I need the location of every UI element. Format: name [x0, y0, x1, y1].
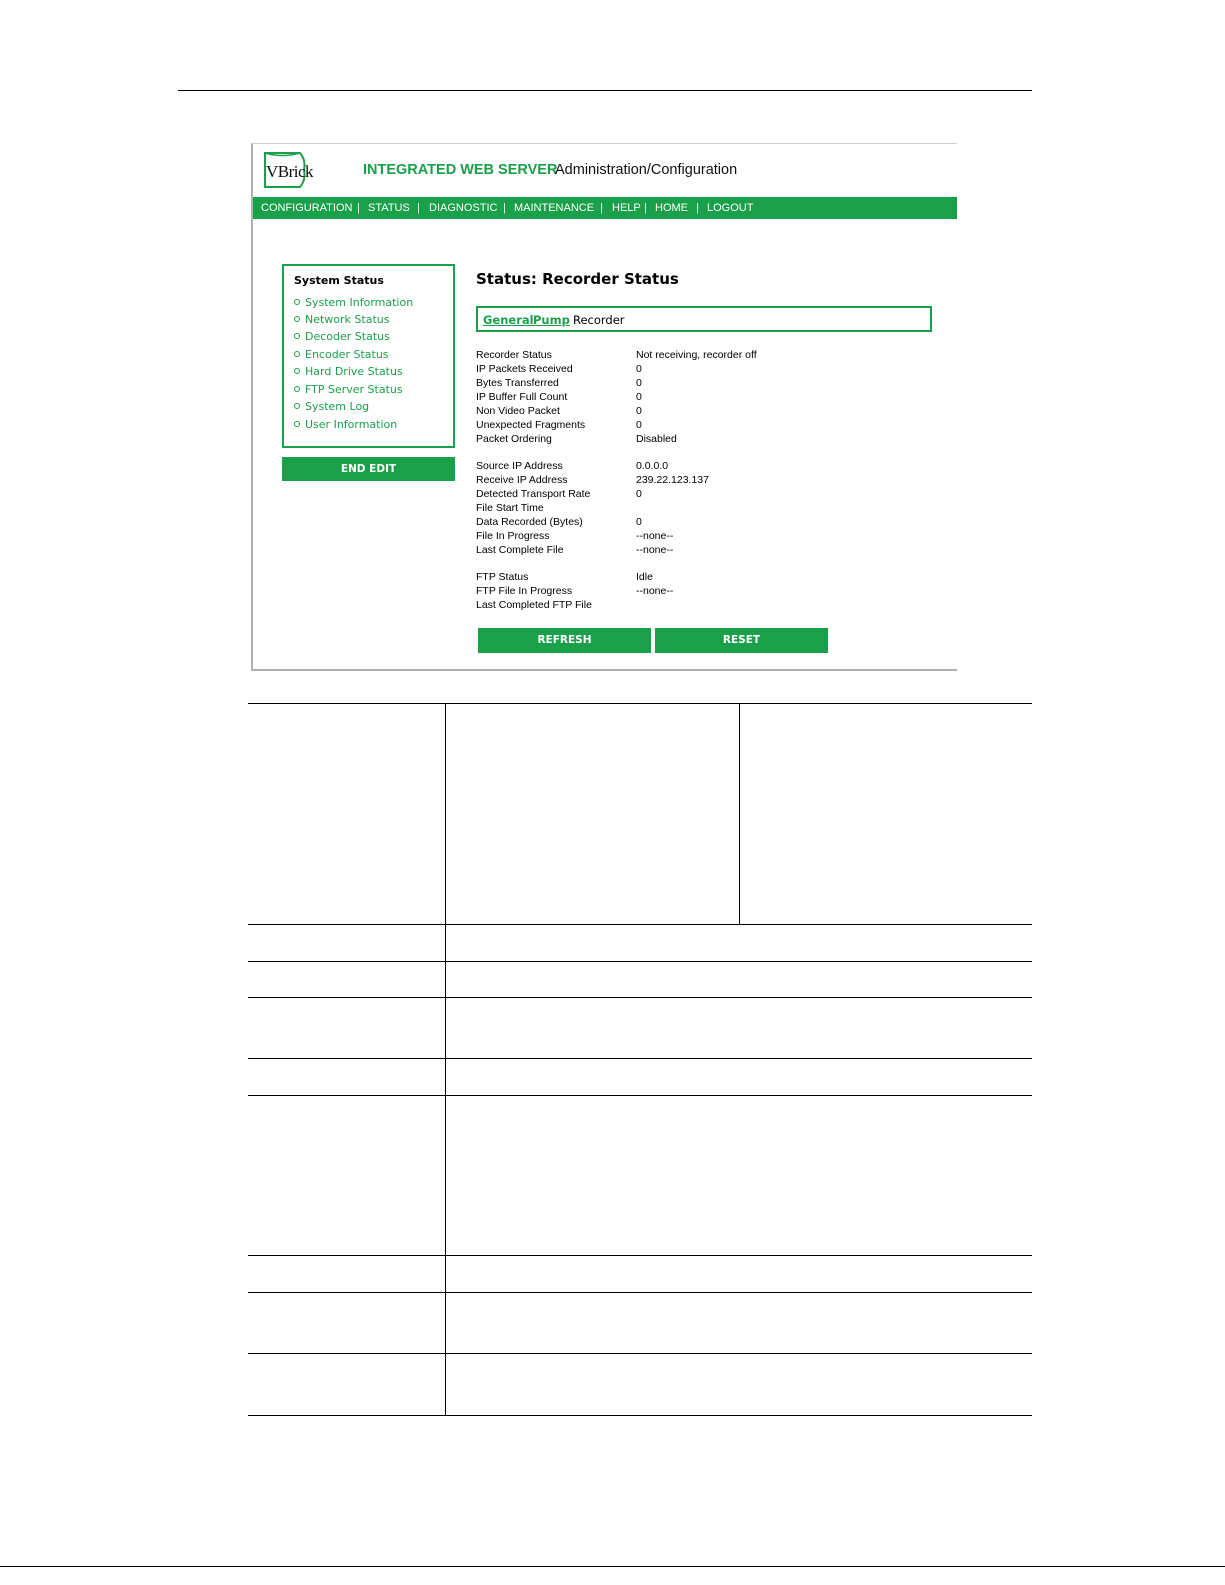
bullet-icon [294, 403, 300, 409]
sidebar-item-system-log[interactable] [294, 400, 369, 413]
status-row [476, 460, 926, 474]
bullet-icon [294, 421, 300, 427]
row-value: --none-- [636, 544, 674, 556]
sidebar-item-encoder-status[interactable] [294, 348, 389, 361]
end-edit-button[interactable]: END EDIT [282, 457, 455, 481]
logo-text: VBrick [266, 162, 314, 181]
nav-separator: | [600, 202, 603, 214]
nav-help[interactable]: HELP [612, 202, 641, 214]
page-title: Status: Recorder Status [476, 270, 679, 288]
row-value: --none-- [636, 530, 674, 542]
row-label: File In Progress [476, 530, 550, 542]
nav-separator: | [696, 202, 699, 214]
status-row [476, 502, 926, 516]
row-value: 0 [636, 391, 642, 403]
sidebar-item-hard-drive-status[interactable] [294, 365, 403, 378]
nav-home[interactable]: HOME [655, 202, 688, 214]
table-rule [248, 1415, 1032, 1416]
page-bottom-rule [0, 1566, 1225, 1567]
status-row [476, 488, 926, 502]
sidebar-item-ftp-server-status[interactable] [294, 383, 403, 396]
tab-general[interactable]: General [483, 313, 534, 327]
status-row [476, 349, 926, 363]
nav-separator: | [357, 202, 360, 214]
row-label: Data Recorded (Bytes) [476, 516, 583, 528]
nav-status[interactable]: STATUS [368, 202, 410, 214]
sidebar-item-label: Network Status [305, 313, 390, 326]
row-label: Detected Transport Rate [476, 488, 591, 500]
row-value: Not receiving, recorder off [636, 349, 757, 361]
nav-logout[interactable]: LOGOUT [707, 202, 754, 214]
row-value: 0 [636, 363, 642, 375]
status-row [476, 377, 926, 391]
table-rule [248, 1095, 1032, 1096]
table-rule [248, 924, 1032, 925]
bullet-icon [294, 299, 300, 305]
system-status-sidebar [282, 264, 455, 448]
row-label: FTP Status [476, 571, 529, 583]
web-ui-screenshot [251, 143, 957, 671]
row-value: Disabled [636, 433, 677, 445]
table-rule [248, 961, 1032, 962]
row-value: 239.22.123.137 [636, 474, 709, 486]
row-label: Source IP Address [476, 460, 563, 472]
sidebar-item-system-information[interactable] [294, 296, 413, 309]
nav-diagnostic[interactable]: DIAGNOSTIC [429, 202, 498, 214]
sidebar-item-network-status[interactable] [294, 313, 389, 326]
bullet-icon [294, 333, 300, 339]
reset-button[interactable]: RESET [655, 628, 828, 653]
row-label: Non Video Packet [476, 405, 560, 417]
sidebar-item-label: System Information [305, 296, 414, 309]
row-label: Receive IP Address [476, 474, 568, 486]
app-subtitle: Administration/Configuration [555, 162, 738, 178]
table-rule [248, 1292, 1032, 1293]
status-tab-bar [476, 306, 932, 332]
sidebar-item-label: Encoder Status [305, 348, 389, 361]
status-row [476, 433, 926, 447]
nav-separator: | [644, 202, 647, 214]
nav-configuration[interactable]: CONFIGURATION [261, 202, 353, 214]
row-value: Idle [636, 571, 653, 583]
sidebar-item-decoder-status[interactable] [294, 330, 390, 343]
row-label: Last Complete File [476, 544, 564, 556]
bullet-icon [294, 368, 300, 374]
status-row [476, 599, 926, 613]
status-row [476, 544, 926, 558]
sidebar-item-label: Decoder Status [305, 330, 390, 343]
table-rule [248, 1058, 1032, 1059]
sidebar-item-label: Hard Drive Status [305, 365, 403, 378]
row-value: 0 [636, 516, 642, 528]
vbrick-logo [262, 150, 312, 190]
page-top-rule [178, 90, 1032, 91]
status-row [476, 516, 926, 530]
tab-pump[interactable]: Pump [533, 313, 570, 327]
table-column-divider [445, 703, 446, 1415]
table-rule [248, 1353, 1032, 1354]
row-value: 0 [636, 419, 642, 431]
nav-maintenance[interactable]: MAINTENANCE [514, 202, 595, 214]
row-value: 0 [636, 405, 642, 417]
bullet-icon [294, 386, 300, 392]
status-row [476, 585, 926, 599]
table-rule [248, 703, 1032, 704]
table-column-divider [739, 703, 740, 924]
sidebar-item-label: System Log [305, 400, 370, 413]
status-row [476, 391, 926, 405]
tab-recorder: Recorder [573, 313, 625, 327]
row-value: 0 [636, 377, 642, 389]
status-row [476, 530, 926, 544]
row-label: Unexpected Fragments [476, 419, 586, 431]
table-rule [248, 1255, 1032, 1256]
app-title: INTEGRATED WEB SERVER [363, 162, 558, 178]
status-row [476, 474, 926, 488]
sidebar-item-label: User Information [305, 418, 398, 431]
refresh-button[interactable]: REFRESH [478, 628, 651, 653]
status-row [476, 405, 926, 419]
row-label: IP Buffer Full Count [476, 391, 568, 403]
row-label: Bytes Transferred [476, 377, 559, 389]
row-value: 0.0.0.0 [636, 460, 669, 472]
row-value: 0 [636, 488, 642, 500]
status-row [476, 571, 926, 585]
top-nav-bar [253, 197, 957, 219]
sidebar-item-user-information[interactable] [294, 418, 397, 431]
row-label: FTP File In Progress [476, 585, 573, 597]
bullet-icon [294, 351, 300, 357]
nav-separator: | [417, 202, 420, 214]
status-row [476, 419, 926, 433]
row-label: IP Packets Received [476, 363, 573, 375]
nav-separator: | [503, 202, 506, 214]
row-label: Packet Ordering [476, 433, 552, 445]
status-row [476, 363, 926, 377]
row-label: File Start Time [476, 502, 544, 514]
bullet-icon [294, 316, 300, 322]
row-label: Recorder Status [476, 349, 552, 361]
sidebar-title: System Status [294, 274, 384, 287]
row-value: --none-- [636, 585, 674, 597]
table-rule [248, 997, 1032, 998]
row-label: Last Completed FTP File [476, 599, 592, 611]
sidebar-item-label: FTP Server Status [305, 383, 403, 396]
